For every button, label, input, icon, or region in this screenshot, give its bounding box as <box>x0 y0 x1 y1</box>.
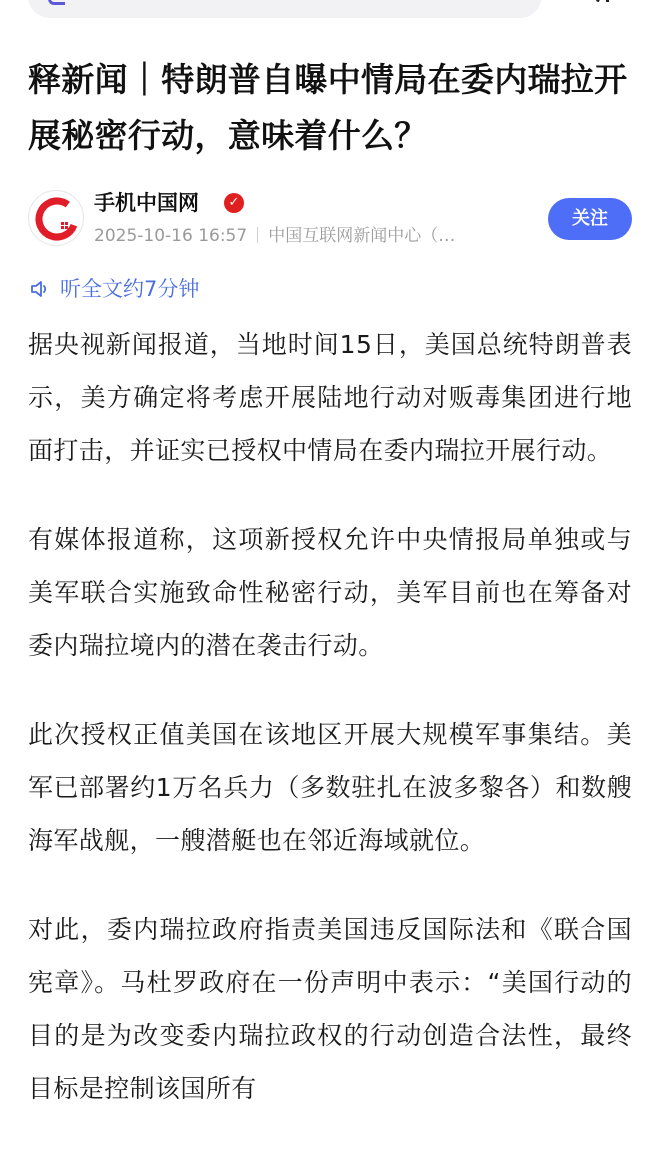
source-label: 中国互联网新闻中心（… <box>268 226 456 246</box>
article-paragraph: 据央视新闻报道，当地时间15日，美国总统特朗普表示，美方确定将考虑开展陆地行动对贩毒集团进行地面打击，并证实已授权中情局在委内瑞拉开展行动。 <box>28 330 632 465</box>
author-row <box>28 188 632 252</box>
article-paragraph: 此次授权正值美国在该地区开展大规模军事集结。美军已部署约1万名兵力（多数驻扎在波多黎各）和数艘海军战舰，一艘潜艇也在邻近海域就位。 <box>28 720 632 855</box>
article-title: 释新闻｜特朗普自曝中情局在委内瑞拉开展秘密行动，意味着什么？ <box>28 60 628 155</box>
search-icon <box>48 0 65 5</box>
top-bar <box>0 0 658 22</box>
share-icon[interactable] <box>594 0 620 4</box>
article-paragraph: 有媒体报道称，这项新授权允许中央情报局单独或与美军联合实施致命性秘密行动，美军目前也在筹备对委内瑞拉境内的潜在袭击行动。 <box>28 525 632 660</box>
search-bar[interactable] <box>28 0 542 18</box>
follow-button[interactable]: 关注 <box>548 198 632 240</box>
author-name[interactable]: 手机中国网 <box>94 191 199 215</box>
verified-badge-icon: ✓ <box>224 193 244 213</box>
article-meta <box>94 224 455 248</box>
speaker-icon <box>30 279 52 299</box>
brand-logo-icon <box>35 197 79 241</box>
listen-label: 听全文约7分钟 <box>60 277 200 301</box>
publish-datetime: 2025-10-16 16:57 <box>94 226 248 246</box>
article-body <box>28 318 632 1151</box>
author-avatar[interactable] <box>28 190 84 246</box>
article-paragraph: 对此，委内瑞拉政府指责美国违反国际法和《联合国宪章》。马杜罗政府在一份声明中表示：“美国行动的目的是为改变委内瑞拉政权的行动创造合法性，最终目标是控制该国所有 <box>28 915 632 1103</box>
meta-divider <box>257 227 258 243</box>
